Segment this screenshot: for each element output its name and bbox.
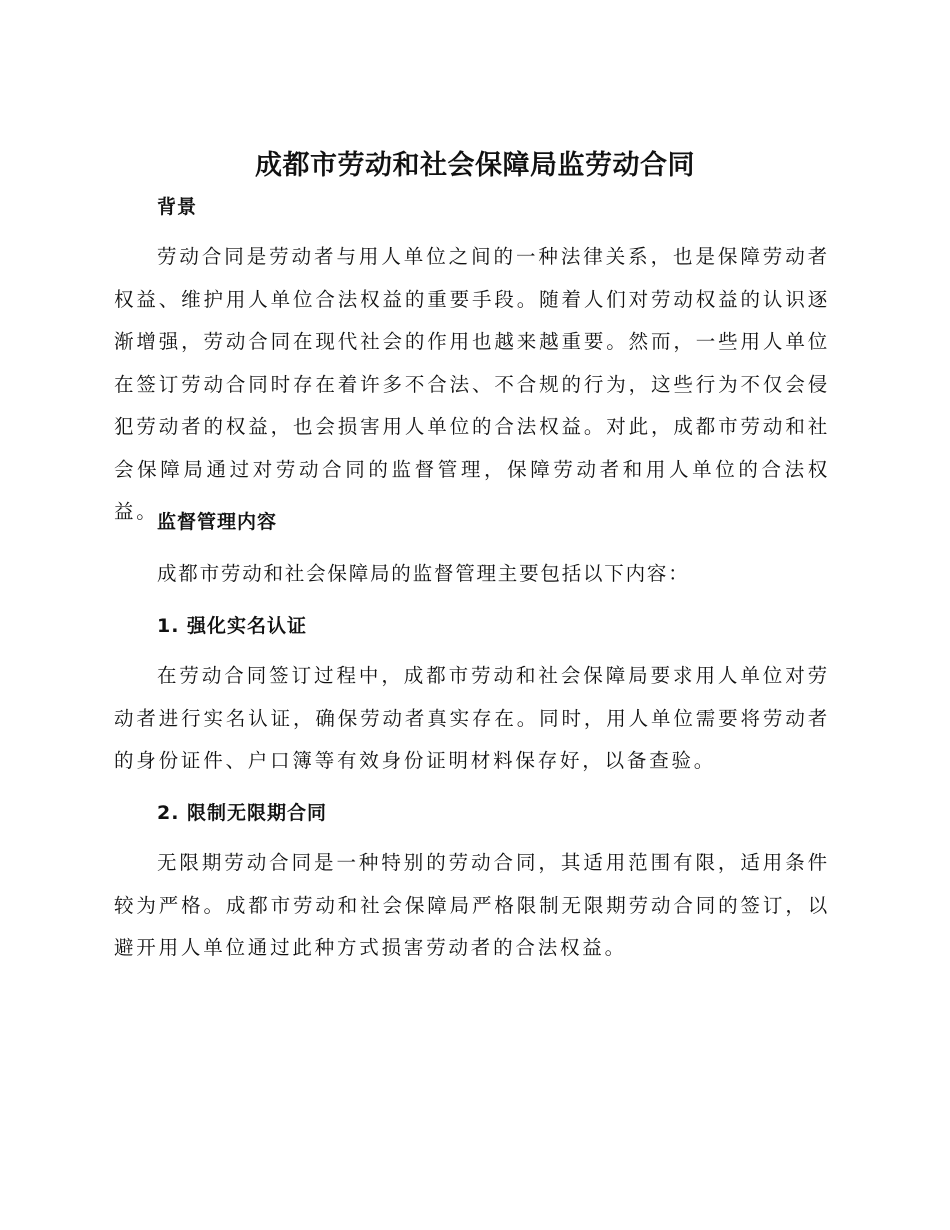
paragraph-indefinite-contract: 无限期劳动合同是一种特别的劳动合同，其适用范围有限，适用条件较为严格。成都市劳动和社会保障局严格限制无限期劳动合同的签订，以避开用人单位通过此种方式损害劳动者的合法权益。 — [114, 851, 830, 959]
document-title: 成都市劳动和社会保障局监劳动合同 — [255, 150, 695, 181]
section-heading-supervision: 监督管理内容 — [157, 511, 278, 533]
section-heading-background: 背景 — [157, 196, 198, 218]
section-heading-real-name: 1. 强化实名认证 — [157, 615, 308, 637]
paragraph-supervision: 成都市劳动和社会保障局的监督管理主要包括以下内容： — [157, 562, 690, 585]
paragraph-background: 劳动合同是劳动者与用人单位之间的一种法律关系，也是保障劳动者权益、维护用人单位合法权益的重要手段。随着人们对劳动权益的认识逐渐增强，劳动合同在现代社会的作用也越来越重要。然而，一些用人单位在签订劳动合同时存在着许多不合法、不合规的行为，这些行为不仅会侵犯劳动者的权益，也会损害用人单位的合法权益。对此，成都市劳动和社会保障局通过对劳动合同的监督管理，保障劳动者和用人单位的合法权益。 — [114, 245, 830, 523]
section-heading-indefinite-contract: 2. 限制无限期合同 — [157, 802, 328, 824]
paragraph-real-name: 在劳动合同签订过程中，成都市劳动和社会保障局要求用人单位对劳动者进行实名认证，确保劳动者真实存在。同时，用人单位需要将劳动者的身份证件、户口簿等有效身份证明材料保存好，以备查验。 — [114, 664, 830, 772]
